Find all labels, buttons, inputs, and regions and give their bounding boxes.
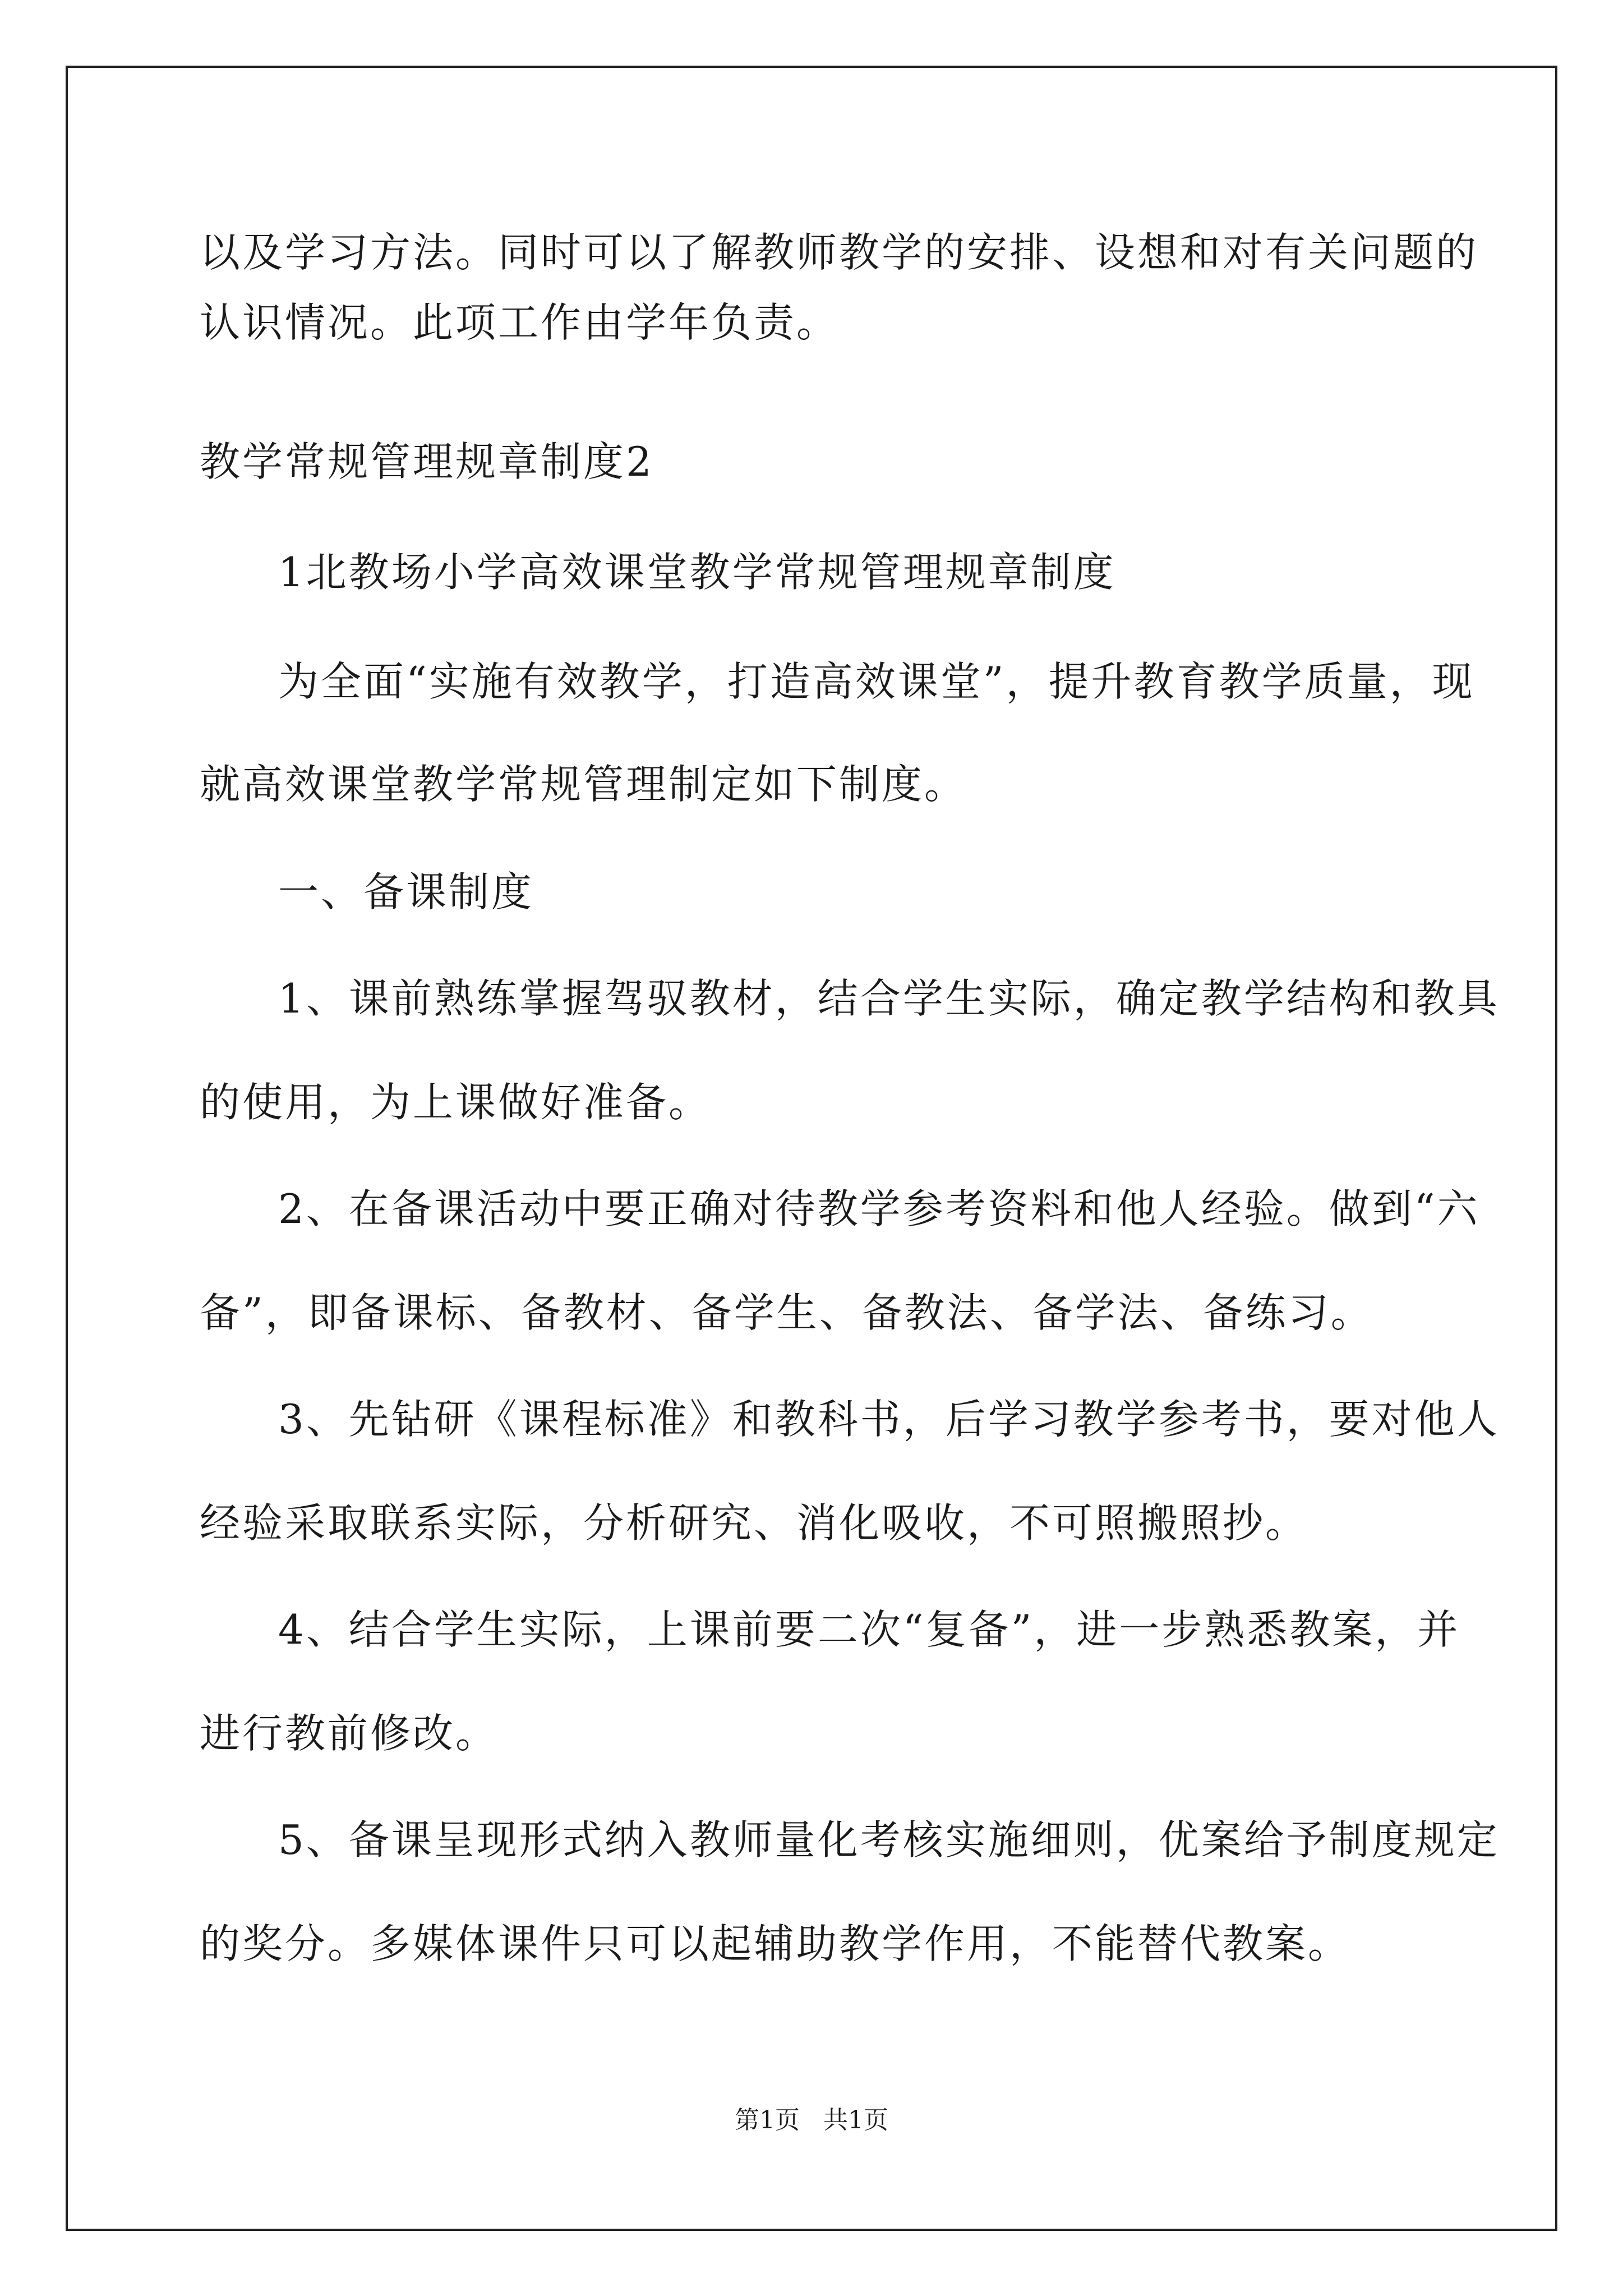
text-line: 为全面“实施有效教学，打造高效课堂”，提升教育教学质量，现 <box>278 658 1475 705</box>
page-border <box>66 66 1557 2231</box>
text-line: 1、课前熟练掌握驾驭教材，结合学生实际，确定教学结构和教具 <box>278 975 1500 1022</box>
text-line: 1北教场小学高效课堂教学常规管理规章制度 <box>278 549 1116 596</box>
section-heading: 教学常规管理规章制度2 <box>200 438 654 485</box>
text-line: 的使用，为上课做好准备。 <box>200 1079 712 1126</box>
text-line: 备”，即备课标、备教材、备学生、备教法、备学法、备练习。 <box>200 1289 1373 1336</box>
text-line: 以及学习方法。同时可以了解教师教学的安排、设想和对有关问题的 <box>200 229 1479 276</box>
text-line: 经验采取联系实际，分析研究、消化吸收，不可照搬照抄。 <box>200 1499 1308 1547</box>
text-line: 2、在备课活动中要正确对待教学参考资料和他人经验。做到“六 <box>278 1185 1480 1232</box>
text-line: 5、备课呈现形式纳入教师量化考核实施细则，优案给予制度规定 <box>278 1816 1500 1864</box>
text-line: 的奖分。多媒体课件只可以起辅助教学作用，不能替代教案。 <box>200 1920 1351 1967</box>
text-line: 认识情况。此项工作由学年负责。 <box>200 299 840 346</box>
text-line: 就高效课堂教学常规管理制定如下制度。 <box>200 761 967 808</box>
text-line: 3、先钻研《课程标准》和教科书，后学习教学参考书，要对他人 <box>278 1396 1500 1443</box>
subsection-heading: 一、备课制度 <box>278 868 534 915</box>
text-line: 4、结合学生实际，上课前要二次“复备”，进一步熟悉教案，并 <box>278 1606 1460 1653</box>
page-footer: 第1页 共1页 <box>735 2106 888 2134</box>
text-line: 进行教前修改。 <box>200 1710 499 1757</box>
